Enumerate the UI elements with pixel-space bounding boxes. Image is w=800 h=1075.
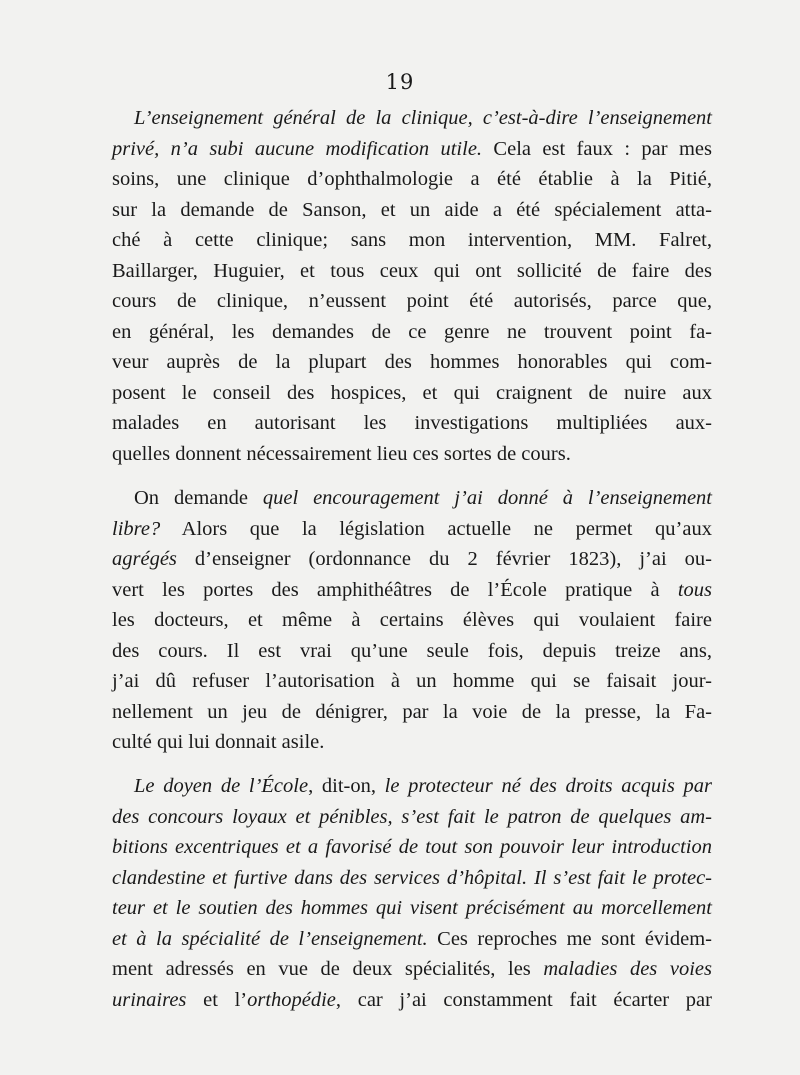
text-line <box>112 347 712 378</box>
text-line <box>112 378 712 409</box>
text-line <box>112 697 712 728</box>
text-run: ché à cette clinique; sans mon intervention, MM. Falret, <box>112 229 712 251</box>
text-line <box>112 575 712 606</box>
text-line <box>112 636 712 667</box>
text-run: en général, les demandes de ce genre ne trouvent point fa- <box>112 320 712 343</box>
italic-text: clandestine et furtive dans des services d’hôpital. Il s’est fait le protec- <box>112 866 712 889</box>
text-line <box>112 954 712 985</box>
text-run: malades en autorisant les investigations multipliées aux- <box>112 412 712 434</box>
text-run: ment adressés en vue de deux spécialités, les <box>112 958 544 980</box>
text-run: vert les portes des amphithéâtres de l’École pratique à <box>112 578 678 601</box>
paragraph-1 <box>112 103 712 469</box>
paragraph-2 <box>112 483 712 758</box>
italic-text: quel encouragement j’ai donné à l’enseignement <box>262 487 713 509</box>
text-run: , car j’ai constamment fait écarter par <box>335 988 712 1011</box>
text-line <box>112 134 712 165</box>
text-line <box>112 439 712 470</box>
text-run: Baillarger, Huguier, et tous ceux qui ont sollicité de faire des <box>112 259 712 282</box>
text-line <box>112 195 712 226</box>
text-run: soins, une clinique d’ophthalmologie a été établie à la Pitié, <box>112 168 712 190</box>
text-line <box>112 317 712 348</box>
text-run: cours de clinique, n’eussent point été autorisés, parce que, <box>112 290 712 312</box>
italic-text: L’enseignement général de la clinique, c’est-à-dire l’enseignement <box>134 107 712 129</box>
italic-text: orthopédie <box>247 988 336 1011</box>
text-line <box>112 483 712 514</box>
text-line <box>112 408 712 439</box>
italic-text: le protecteur né des droits acquis par <box>384 775 713 797</box>
italic-text: agrégés <box>112 548 177 570</box>
text-run: , dit-on, <box>308 775 385 797</box>
italic-text: teur et le soutien des hommes qui visent précisément au morcellement <box>112 897 712 919</box>
text-run: sur la demande de Sanson, et un aide a été spécialement atta- <box>112 198 712 221</box>
text-line <box>112 893 712 924</box>
italic-text: et à la spécialité de l’enseignement. <box>112 927 428 950</box>
text-run: j’ai dû refuser l’autorisation à un homme qui se faisait jour- <box>112 670 712 692</box>
page-number: 19 <box>385 70 415 94</box>
text-line <box>112 103 712 134</box>
text-line <box>112 802 712 833</box>
text-run: des cours. Il est vrai qu’une seule fois, depuis treize ans, <box>112 639 712 662</box>
text-run: et l’ <box>186 988 248 1011</box>
text-run: d’enseigner (ordonnance du 2 février 1823), j’ai ou- <box>176 548 712 570</box>
italic-text: urinaires <box>112 988 187 1011</box>
text-line <box>112 605 712 636</box>
text-run: culté qui lui donnait asile. <box>112 731 325 753</box>
italic-text: maladies des voies <box>543 958 712 980</box>
text-line <box>112 286 712 317</box>
text-line <box>112 924 712 955</box>
text-run: Ces reproches me sont évidem- <box>427 927 712 950</box>
text-line <box>112 832 712 863</box>
text-line <box>112 727 712 758</box>
italic-text: Le doyen de l’École <box>134 775 309 797</box>
text-run: veur auprès de la plupart des hommes honorables qui com- <box>112 351 712 373</box>
italic-text: bitions excentriques et a favorisé de tout son pouvoir leur introduction <box>112 836 712 858</box>
italic-text: libre? <box>112 517 161 540</box>
text-run: nellement un jeu de dénigrer, par la voie de la presse, la Fa- <box>112 700 712 723</box>
text-line <box>112 863 712 894</box>
text-line <box>112 256 712 287</box>
text-line <box>112 985 712 1016</box>
text-line <box>112 225 712 256</box>
italic-text: tous <box>677 578 712 601</box>
text-line <box>112 666 712 697</box>
text-line <box>112 771 712 802</box>
text-run: les docteurs, et même à certains élèves qui voulaient faire <box>112 609 712 631</box>
paragraph-3 <box>112 771 712 1015</box>
text-line <box>112 514 712 545</box>
text-run: On demande <box>134 487 263 509</box>
text-run: quelles donnent nécessairement lieu ces sortes de cours. <box>112 442 571 465</box>
text-run: posent le conseil des hospices, et qui craignent de nuire aux <box>112 381 712 404</box>
text-run: Cela est faux : par mes <box>482 137 712 160</box>
text-line <box>112 164 712 195</box>
italic-text: des concours loyaux et pénibles, s’est fait le patron de quelques am- <box>112 805 712 828</box>
text-line <box>112 544 712 575</box>
italic-text: privé, n’a subi aucune modification utile. <box>112 137 483 160</box>
text-run: Alors que la législation actuelle ne permet qu’aux <box>160 517 712 540</box>
